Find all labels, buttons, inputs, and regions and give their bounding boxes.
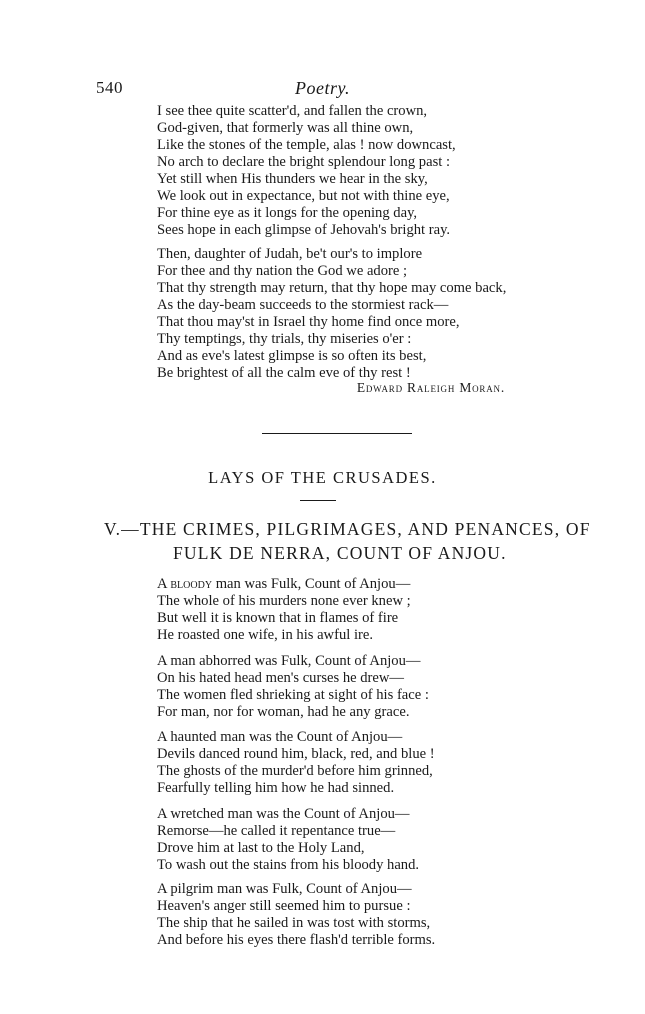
- poem-line: The ghosts of the murder'd before him grinned,: [157, 763, 433, 779]
- poem-line: We look out in expectance, but not with thine eye,: [157, 188, 450, 204]
- poem-line: To wash out the stains from his bloody hand.: [157, 857, 420, 873]
- poem-line: Thy temptings, thy trials, thy miseries o'er :: [157, 331, 412, 347]
- poem-title-line-2: FULK DE NERRA, COUNT OF ANJOU.: [173, 543, 507, 563]
- poem-line: A haunted man was the Count of Anjou—: [157, 729, 403, 745]
- poem-line: For thine eye as it longs for the opening day,: [157, 205, 418, 221]
- running-title: Poetry.: [295, 78, 350, 98]
- poem-line: For man, nor for woman, had he any grace.: [157, 704, 410, 720]
- poem-line: Yet still when His thunders we hear in the sky,: [157, 171, 428, 187]
- opening-words: A bloody: [157, 576, 213, 592]
- second-poem-stanza-5: [157, 881, 435, 949]
- poem-line: Like the stones of the temple, alas ! now downcast,: [157, 137, 456, 153]
- poem-line: Remorse—he called it repentance true—: [157, 823, 396, 839]
- poem-line: That thy strength may return, that thy hope may come back,: [157, 280, 507, 296]
- poem-line: Sees hope in each glimpse of Jehovah's bright ray.: [157, 222, 451, 238]
- second-poem-stanza-2: [157, 653, 429, 721]
- poem-line: Drove him at last to the Holy Land,: [157, 840, 365, 856]
- poem-line: And before his eyes there flash'd terrible forms.: [157, 932, 436, 948]
- poem-line: Then, daughter of Judah, be't our's to implore: [157, 246, 423, 262]
- second-poem-stanza-3: [157, 729, 435, 797]
- poem-line: A wretched man was the Count of Anjou—: [157, 806, 410, 822]
- second-poem-stanza-4: [157, 806, 419, 874]
- poem-line-rest: man was Fulk, Count of Anjou—: [212, 576, 411, 592]
- page-number: 540: [96, 78, 123, 97]
- poem-line: A man abhorred was Fulk, Count of Anjou—: [157, 653, 421, 669]
- author-signature: Edward Raleigh Moran.: [356, 380, 505, 395]
- poem-line: The whole of his murders none ever knew ;: [157, 593, 411, 609]
- poem-line: The women fled shrieking at sight of his face :: [157, 687, 429, 703]
- poem-line: As the day-beam succeeds to the stormiest rack—: [157, 297, 449, 313]
- poem-title-line-1: V.—THE CRIMES, PILGRIMAGES, AND PENANCES, OF: [104, 519, 591, 539]
- poem-line: Fearfully telling him how he had sinned.: [157, 780, 395, 796]
- section-heading: LAYS OF THE CRUSADES.: [208, 468, 437, 487]
- first-poem-stanza-2: [157, 246, 506, 382]
- first-poem-stanza-1: [157, 103, 456, 239]
- poem-line: No arch to declare the bright splendour long past :: [157, 154, 451, 170]
- poem-line: A pilgrim man was Fulk, Count of Anjou—: [157, 881, 412, 897]
- section-divider-rule: [262, 433, 412, 434]
- second-poem-stanza-1: [157, 576, 411, 644]
- heading-divider-rule: [300, 500, 336, 501]
- poem-line: The ship that he sailed in was tost with storms,: [157, 915, 431, 931]
- poem-line: For thee and thy nation the God we adore ;: [157, 263, 408, 279]
- poem-line: God-given, that formerly was all thine own,: [157, 120, 414, 136]
- poem-line: [157, 576, 411, 593]
- poem-line: But well it is known that in flames of fire: [157, 610, 399, 626]
- poem-line: I see thee quite scatter'd, and fallen the crown,: [157, 103, 428, 119]
- poem-line: That thou may'st in Israel thy home find once more,: [157, 314, 460, 330]
- poem-line: Heaven's anger still seemed him to pursue :: [157, 898, 411, 914]
- poem-line: He roasted one wife, in his awful ire.: [157, 627, 373, 643]
- poem-line: Devils danced round him, black, red, and blue !: [157, 746, 435, 762]
- poem-line: On his hated head men's curses he drew—: [157, 670, 405, 686]
- poem-line: Be brightest of all the calm eve of thy rest !: [157, 365, 411, 381]
- poem-line: And as eve's latest glimpse is so often its best,: [157, 348, 427, 364]
